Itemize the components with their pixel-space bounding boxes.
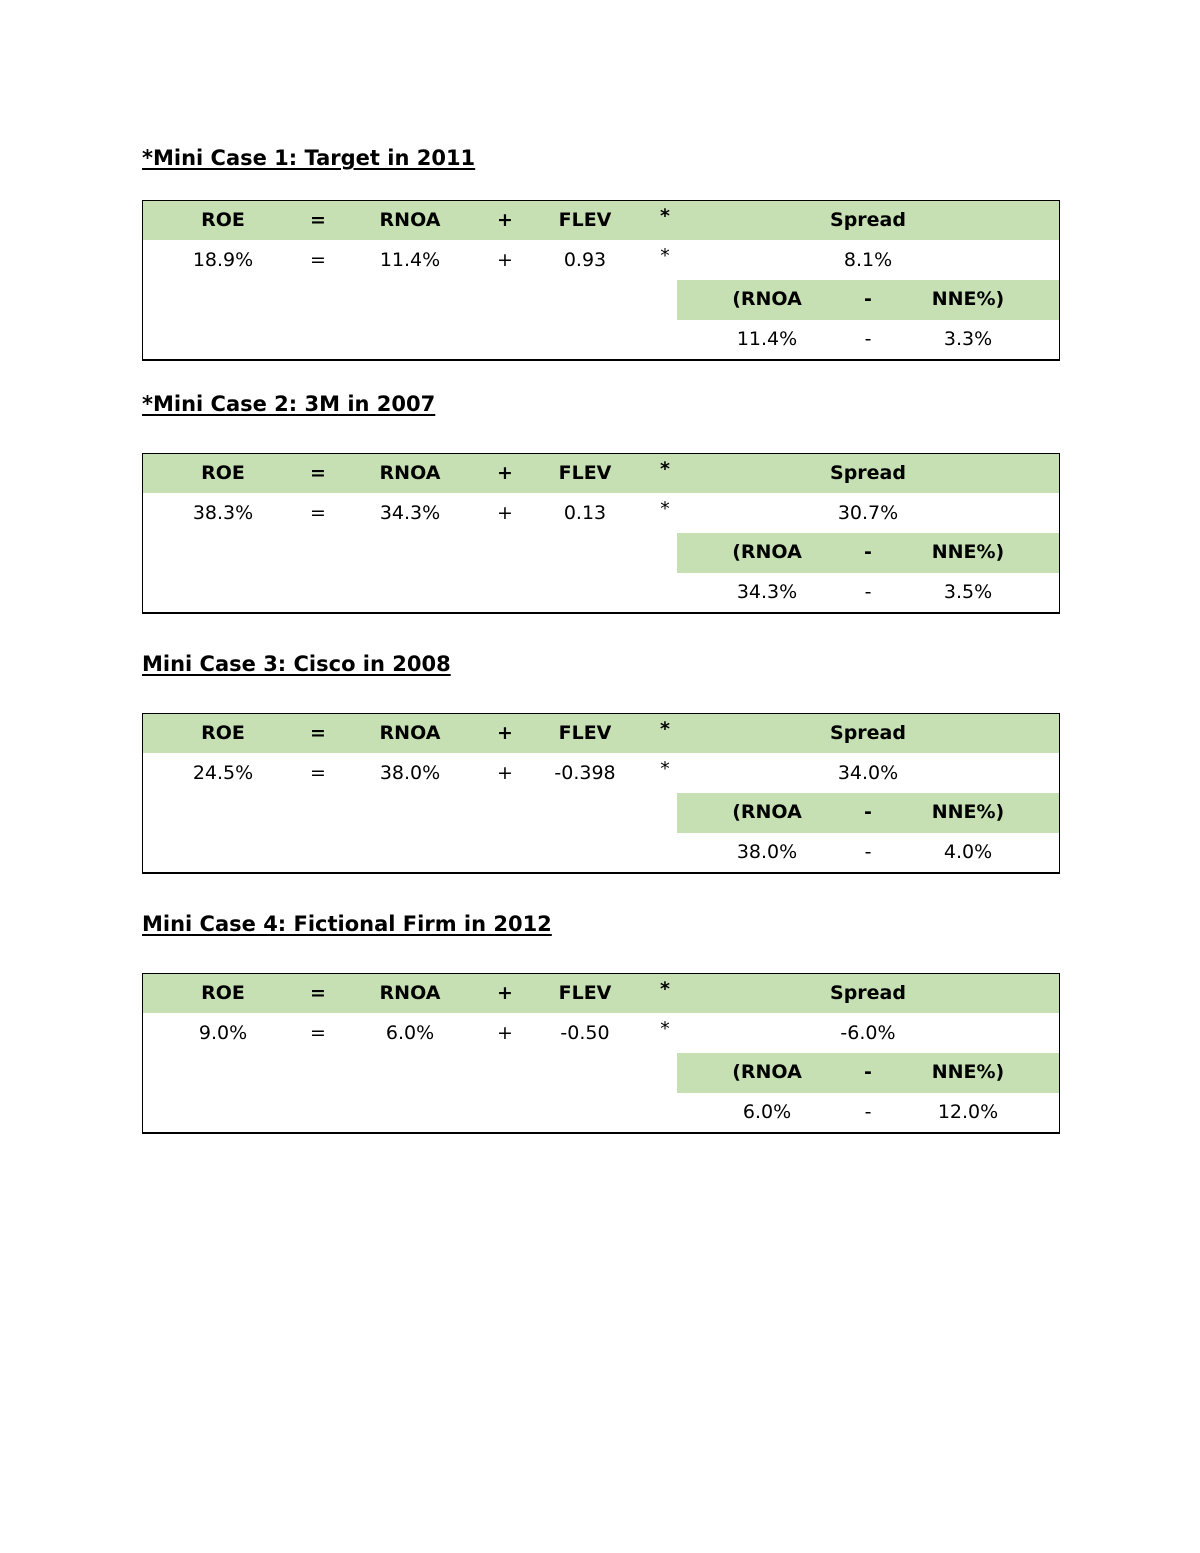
roe-header: ROE [201, 209, 245, 231]
case-title: *Mini Case 1: Target in 2011 [142, 146, 476, 170]
flev-value: 0.13 [563, 502, 607, 524]
equals-sign: = [310, 502, 326, 524]
spread-subheader-row [143, 533, 1059, 572]
spread-header: Spread [830, 722, 906, 744]
spread-values-row [143, 1093, 1059, 1132]
spread-value: -6.0% [840, 1022, 896, 1044]
sub-rnoa-value: 38.0% [736, 841, 798, 863]
formula-table [142, 200, 1060, 361]
roe-value: 24.5% [192, 762, 254, 784]
sub-minus-header: - [864, 541, 872, 563]
plus-header: + [497, 462, 513, 484]
equals-sign: = [310, 249, 326, 271]
roe-value: 18.9% [192, 249, 254, 271]
spread-values-row [143, 573, 1059, 612]
sub-minus-sign: - [864, 1101, 872, 1123]
multiply-header: * [660, 458, 670, 480]
equals-header: = [310, 462, 326, 484]
multiply-sign: * [660, 498, 670, 520]
roe-header: ROE [201, 462, 245, 484]
sub-minus-sign: - [864, 328, 872, 350]
rnoa-header: RNOA [379, 982, 441, 1004]
values-row [143, 494, 1059, 533]
flev-header: FLEV [558, 722, 612, 744]
formula-table [142, 713, 1060, 874]
sub-rnoa-value: 34.3% [736, 581, 798, 603]
sub-nne-header: NNE%) [931, 1061, 1005, 1083]
roe-header: ROE [201, 722, 245, 744]
sub-rnoa-header: (RNOA [732, 288, 802, 310]
spread-values-row [143, 833, 1059, 872]
spread-value: 30.7% [837, 502, 899, 524]
flev-header: FLEV [558, 209, 612, 231]
rnoa-value: 11.4% [379, 249, 441, 271]
sub-minus-sign: - [864, 841, 872, 863]
plus-header: + [497, 982, 513, 1004]
sub-nne-value: 3.5% [943, 581, 993, 603]
equals-header: = [310, 209, 326, 231]
plus-sign: + [497, 502, 513, 524]
rnoa-header: RNOA [379, 722, 441, 744]
equals-header: = [310, 722, 326, 744]
equals-header: = [310, 982, 326, 1004]
multiply-sign: * [660, 1018, 670, 1040]
rnoa-value: 6.0% [385, 1022, 435, 1044]
roe-header: ROE [201, 982, 245, 1004]
header-row [143, 454, 1059, 493]
spread-subheader-row [143, 1053, 1059, 1092]
rnoa-header: RNOA [379, 209, 441, 231]
spread-header: Spread [830, 982, 906, 1004]
sub-minus-header: - [864, 1061, 872, 1083]
header-row [143, 714, 1059, 753]
formula-table [142, 453, 1060, 614]
spread-subheader-row [143, 793, 1059, 832]
flev-header: FLEV [558, 462, 612, 484]
plus-sign: + [497, 1022, 513, 1044]
spread-header: Spread [830, 462, 906, 484]
case-title: Mini Case 4: Fictional Firm in 2012 [142, 912, 552, 936]
flev-header: FLEV [558, 982, 612, 1004]
plus-sign: + [497, 249, 513, 271]
sub-minus-sign: - [864, 581, 872, 603]
sub-rnoa-value: 11.4% [736, 328, 798, 350]
sub-nne-header: NNE%) [931, 801, 1005, 823]
case-title: *Mini Case 2: 3M in 2007 [142, 392, 436, 416]
sub-nne-header: NNE%) [931, 288, 1005, 310]
flev-value: -0.50 [560, 1022, 610, 1044]
plus-header: + [497, 209, 513, 231]
plus-sign: + [497, 762, 513, 784]
rnoa-value: 38.0% [379, 762, 441, 784]
flev-value: 0.93 [563, 249, 607, 271]
header-row [143, 974, 1059, 1013]
multiply-sign: * [660, 245, 670, 267]
case-title: Mini Case 3: Cisco in 2008 [142, 652, 451, 676]
roe-value: 38.3% [192, 502, 254, 524]
values-row [143, 754, 1059, 793]
values-row [143, 1014, 1059, 1053]
sub-rnoa-header: (RNOA [732, 1061, 802, 1083]
sub-nne-value: 12.0% [937, 1101, 999, 1123]
sub-minus-header: - [864, 288, 872, 310]
multiply-header: * [660, 978, 670, 1000]
sub-rnoa-header: (RNOA [732, 801, 802, 823]
sub-nne-value: 4.0% [943, 841, 993, 863]
equals-sign: = [310, 762, 326, 784]
flev-value: -0.398 [554, 762, 616, 784]
equals-sign: = [310, 1022, 326, 1044]
multiply-sign: * [660, 758, 670, 780]
plus-header: + [497, 722, 513, 744]
spread-values-row [143, 320, 1059, 359]
roe-value: 9.0% [198, 1022, 248, 1044]
rnoa-header: RNOA [379, 462, 441, 484]
values-row [143, 241, 1059, 280]
multiply-header: * [660, 205, 670, 227]
header-row [143, 201, 1059, 240]
sub-nne-header: NNE%) [931, 541, 1005, 563]
sub-rnoa-header: (RNOA [732, 541, 802, 563]
sub-minus-header: - [864, 801, 872, 823]
rnoa-value: 34.3% [379, 502, 441, 524]
spread-header: Spread [830, 209, 906, 231]
formula-table [142, 973, 1060, 1134]
multiply-header: * [660, 718, 670, 740]
spread-subheader-row [143, 280, 1059, 319]
sub-rnoa-value: 6.0% [742, 1101, 792, 1123]
sub-nne-value: 3.3% [943, 328, 993, 350]
spread-value: 34.0% [837, 762, 899, 784]
spread-value: 8.1% [843, 249, 893, 271]
